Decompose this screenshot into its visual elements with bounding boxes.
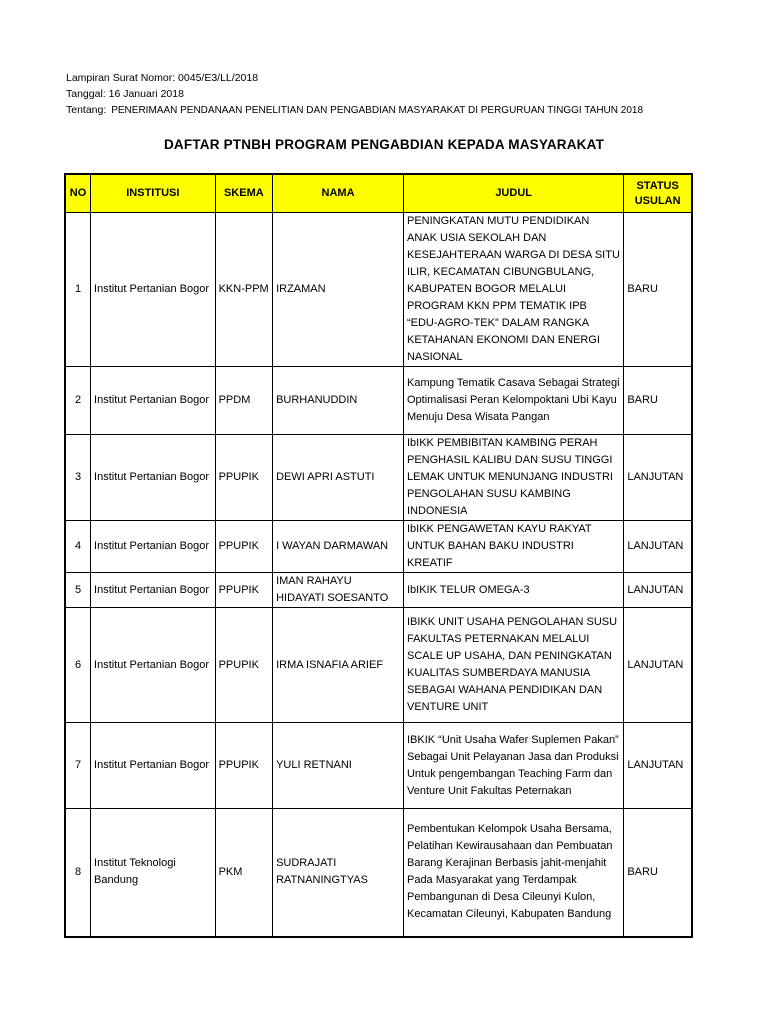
cell-no: 6	[65, 608, 91, 723]
cell-status: LANJUTAN	[624, 723, 692, 809]
cell-judul: Kampung Tematik Casava Sebagai Strategi Optimalisasi Peran Kelompoktani Ubi Kayu Menuju Desa Wisata Pangan	[403, 367, 623, 435]
cell-institusi: Institut Pertanian Bogor	[91, 367, 216, 435]
cell-judul: Pembentukan Kelompok Usaha Bersama, Pelatihan Kewirausahaan dan Pembuatan Barang Kerajinan Berbasis jahit-menjahit Pada Masyarakat yang Terdampak Pembangunan di Desa Cileunyi Kulon, Kecamatan Cileunyi, Kabupaten Bandung	[403, 809, 623, 937]
cell-nama: DEWI APRI ASTUTI	[273, 435, 404, 521]
table-row	[65, 367, 692, 435]
cell-skema: PPUPIK	[215, 521, 272, 573]
cell-judul: IbIKK PEMBIBITAN KAMBING PERAH PENGHASIL KALIBU DAN SUSU TINGGI LEMAK UNTUK MENUNJANG INDUSTRI PENGOLAHAN SUSU KAMBING INDONESIA	[403, 435, 623, 521]
cell-status: BARU	[624, 809, 692, 937]
table-row	[65, 809, 692, 937]
cell-institusi: Institut Pertanian Bogor	[91, 521, 216, 573]
cell-status: LANJUTAN	[624, 608, 692, 723]
table-row	[65, 573, 692, 608]
ptnbh-table	[64, 173, 693, 938]
cell-skema: PPDM	[215, 367, 272, 435]
tanggal-line: Tanggal: 16 Januari 2018	[66, 88, 184, 100]
table-row	[65, 213, 692, 367]
column-header-judul: JUDUL	[403, 174, 623, 213]
cell-judul: IbIKIK TELUR OMEGA-3	[403, 573, 623, 608]
cell-nama: BURHANUDDIN	[273, 367, 404, 435]
cell-no: 1	[65, 213, 91, 367]
cell-skema: PPUPIK	[215, 723, 272, 809]
table-header-row	[65, 174, 692, 213]
table-row	[65, 435, 692, 521]
cell-no: 7	[65, 723, 91, 809]
cell-skema: KKN-PPM	[215, 213, 272, 367]
cell-institusi: Institut Pertanian Bogor	[91, 573, 216, 608]
tentang-label: Tentang:	[66, 104, 107, 116]
cell-nama: IMAN RAHAYU HIDAYATI SOESANTO	[273, 573, 404, 608]
cell-nama: IRMA ISNAFIA ARIEF	[273, 608, 404, 723]
cell-status: BARU	[624, 213, 692, 367]
cell-institusi: Institut Pertanian Bogor	[91, 608, 216, 723]
cell-judul: IBKIK “Unit Usaha Wafer Suplemen Pakan” Sebagai Unit Pelayanan Jasa dan Produksi Untuk pengembangan Teaching Farm dan Venture Unit Fakultas Peternakan	[403, 723, 623, 809]
cell-institusi: Institut Pertanian Bogor	[91, 435, 216, 521]
cell-skema: PPUPIK	[215, 435, 272, 521]
table-row	[65, 521, 692, 573]
cell-status: LANJUTAN	[624, 435, 692, 521]
column-header-skema: SKEMA	[215, 174, 272, 213]
table-row	[65, 723, 692, 809]
column-header-no: NO	[65, 174, 91, 213]
cell-judul: IBIKK UNIT USAHA PENGOLAHAN SUSU FAKULTAS PETERNAKAN MELALUI SCALE UP USAHA, DAN PENINGKATAN KUALITAS SUMBERDAYA MANUSIA SEBAGAI WAHANA PENDIDIKAN DAN VENTURE UNIT	[403, 608, 623, 723]
cell-institusi: Institut Teknologi Bandung	[91, 809, 216, 937]
column-header-status: STATUS USULAN	[624, 174, 692, 213]
tentang-text: PENERIMAAN PENDANAAN PENELITIAN DAN PENGABDIAN MASYARAKAT DI PERGURUAN TINGGI TAHUN 2018	[111, 105, 644, 116]
table-row	[65, 608, 692, 723]
cell-institusi: Institut Pertanian Bogor	[91, 213, 216, 367]
lampiran-line: Lampiran Surat Nomor: 0045/E3/LL/2018	[66, 72, 259, 84]
cell-nama: IRZAMAN	[273, 213, 404, 367]
tentang-line	[66, 102, 643, 119]
cell-judul: PENINGKATAN MUTU PENDIDIKAN ANAK USIA SEKOLAH DAN KESEJAHTERAAN WARGA DI DESA SITU ILIR, KECAMATAN CIBUNGBULANG, KABUPATEN BOGOR MELALUI PROGRAM KKN PPM TEMATIK IPB “EDU-AGRO-TEK” DALAM RANGKA KETAHANAN EKONOMI DAN ENERGI NASIONAL	[403, 213, 623, 367]
cell-no: 8	[65, 809, 91, 937]
cell-skema: PPUPIK	[215, 573, 272, 608]
cell-status: LANJUTAN	[624, 521, 692, 573]
cell-status: BARU	[624, 367, 692, 435]
cell-judul: IbIKK PENGAWETAN KAYU RAKYAT UNTUK BAHAN BAKU INDUSTRI KREATIF	[403, 521, 623, 573]
cell-skema: PKM	[215, 809, 272, 937]
cell-nama: I WAYAN DARMAWAN	[273, 521, 404, 573]
cell-institusi: Institut Pertanian Bogor	[91, 723, 216, 809]
cell-status: LANJUTAN	[624, 573, 692, 608]
column-header-institusi: INSTITUSI	[91, 174, 216, 213]
cell-no: 4	[65, 521, 91, 573]
cell-nama: SUDRAJATI RATNANINGTYAS	[273, 809, 404, 937]
cell-no: 5	[65, 573, 91, 608]
cell-nama: YULI RETNANI	[273, 723, 404, 809]
cell-no: 3	[65, 435, 91, 521]
letter-metadata	[66, 70, 643, 119]
cell-skema: PPUPIK	[215, 608, 272, 723]
cell-no: 2	[65, 367, 91, 435]
column-header-nama: NAMA	[273, 174, 404, 213]
document-title: DAFTAR PTNBH PROGRAM PENGABDIAN KEPADA MASYARAKAT	[163, 137, 605, 152]
